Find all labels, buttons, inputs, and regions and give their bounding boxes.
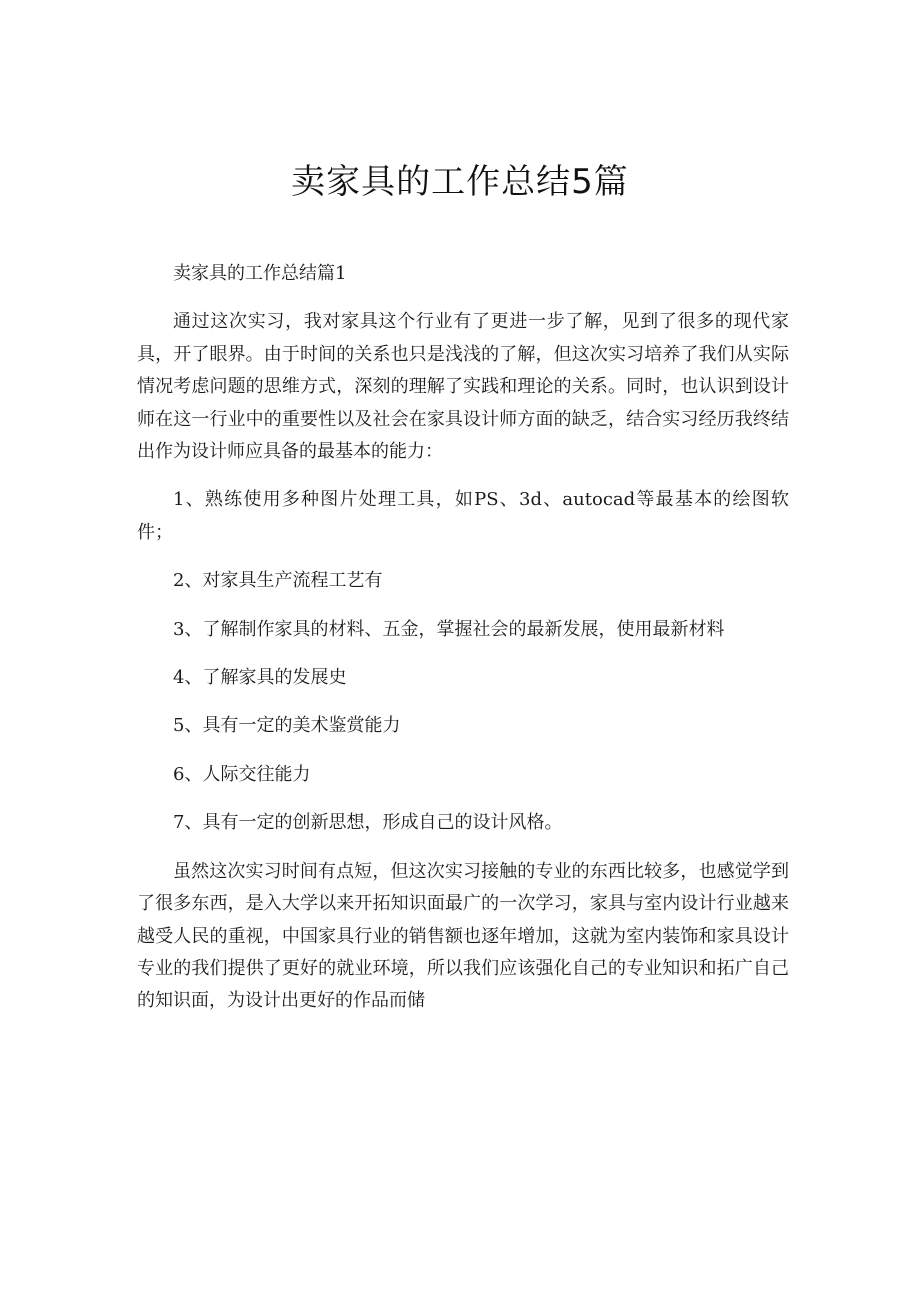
list-item: 5、具有一定的美术鉴赏能力 <box>173 715 401 737</box>
section-heading: 卖家具的工作总结篇1 <box>173 263 347 284</box>
document-body <box>137 258 789 1034</box>
document-title: 卖家具的工作总结5篇 <box>291 162 629 202</box>
list-item: 4、了解家具的发展史 <box>173 667 347 689</box>
list-item: 2、对家具生产流程工艺有 <box>173 570 383 592</box>
closing-paragraph: 虽然这次实习时间有点短，但这次实习接触的专业的东西比较多，也感觉学到了很多东西，是入大学以来开拓知识面最广的一次学习，家具与室内设计行业越来越受人民的重视，中国家具行业的销售额也逐年增加，这就为室内装饰和家具设计专业的我们提供了更好的就业环境，所以我们应该强化自己的专业知识和拓广自己的知识面，为设计出更好的作品而储 <box>137 860 789 1012</box>
list-item: 3、了解制作家具的材料、五金，掌握社会的最新发展，使用最新材料 <box>173 618 725 640</box>
list-item: 6、人际交往能力 <box>173 763 311 785</box>
intro-paragraph: 通过这次实习，我对家具这个行业有了更进一步了解，见到了很多的现代家具，开了眼界。由于时间的关系也只是浅浅的了解，但这次实习培养了我们从实际情况考虑问题的思维方式，深刻的理解了实践和理论的关系。同时，也认识到设计师在这一行业中的重要性以及社会在家具设计师方面的缺乏，结合实习经历我终结出作为设计师应具备的最基本的能力： <box>137 311 789 463</box>
list-item: 7、具有一定的创新思想，形成自己的设计风格。 <box>173 812 563 834</box>
list-item: 1、熟练使用多种图片处理工具，如PS、3d、autocad等最基本的绘图软件； <box>137 489 789 543</box>
